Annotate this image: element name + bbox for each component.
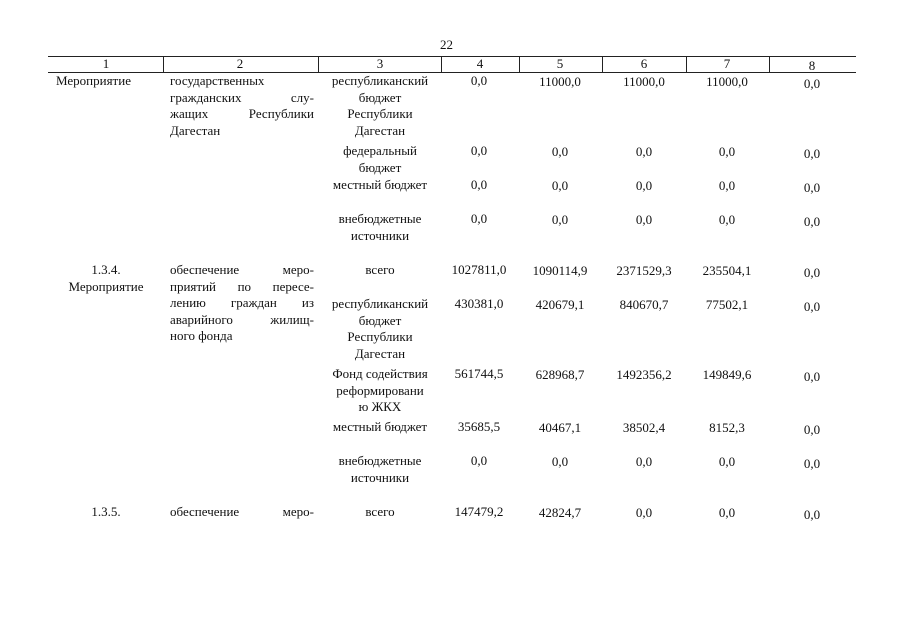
value-cell-col-7: 0,0 bbox=[718, 178, 736, 193]
value-cell-col-7: 8152,3 bbox=[709, 420, 745, 435]
value-cell-col-7: 235504,1 bbox=[702, 263, 752, 278]
value-cell-col-5: 11000,0 bbox=[539, 74, 581, 89]
funding-source: внебюджетные источники bbox=[338, 453, 422, 485]
row-type-label: 1.3.5. bbox=[91, 504, 121, 519]
value-cell-col-5: 0,0 bbox=[551, 144, 569, 159]
value-cell-col-4: 1027811,0 bbox=[451, 262, 507, 277]
column-divider bbox=[318, 56, 319, 73]
funding-source: республиканский бюджет Республики Дагестан bbox=[331, 73, 429, 138]
column-header-7: 7 bbox=[723, 56, 731, 71]
value-cell-col-4: 561744,5 bbox=[454, 366, 504, 381]
value-cell-col-6: 0,0 bbox=[635, 144, 653, 159]
value-cell-col-5: 40467,1 bbox=[538, 420, 582, 435]
value-cell-col-5: 0,0 bbox=[551, 212, 569, 227]
value-cell-col-8: 0,0 bbox=[803, 265, 821, 280]
column-divider bbox=[769, 56, 770, 73]
page-number: 22 bbox=[440, 37, 453, 52]
value-cell-col-6: 840670,7 bbox=[619, 297, 669, 312]
value-cell-col-7: 0,0 bbox=[718, 505, 736, 520]
value-cell-col-6: 2371529,3 bbox=[616, 263, 672, 278]
value-cell-col-5: 628968,7 bbox=[535, 367, 585, 382]
column-header-8: 8 bbox=[808, 58, 816, 73]
column-divider bbox=[163, 56, 164, 73]
value-cell-col-5: 1090114,9 bbox=[532, 263, 588, 278]
value-cell-col-4: 0,0 bbox=[470, 73, 488, 88]
value-cell-col-8: 0,0 bbox=[803, 507, 821, 522]
column-header-4: 4 bbox=[476, 56, 484, 71]
value-cell-col-4: 0,0 bbox=[470, 211, 488, 226]
value-cell-col-5: 0,0 bbox=[551, 178, 569, 193]
row-type-label: 1.3.4. Мероприятие bbox=[68, 262, 144, 294]
column-header-1: 1 bbox=[102, 56, 110, 71]
column-header-6: 6 bbox=[640, 56, 648, 71]
funding-source: всего bbox=[365, 504, 395, 519]
value-cell-col-4: 0,0 bbox=[470, 453, 488, 468]
value-cell-col-7: 0,0 bbox=[718, 144, 736, 159]
value-cell-col-6: 0,0 bbox=[635, 212, 653, 227]
value-cell-col-8: 0,0 bbox=[803, 76, 821, 91]
measure-description: обеспечение меро- bbox=[170, 504, 314, 519]
funding-source: Фонд содействия реформировани ю ЖКХ bbox=[332, 366, 428, 414]
column-divider bbox=[519, 56, 520, 73]
value-cell-col-4: 430381,0 bbox=[454, 296, 504, 311]
value-cell-col-7: 0,0 bbox=[718, 454, 736, 469]
value-cell-col-5: 0,0 bbox=[551, 454, 569, 469]
column-header-3: 3 bbox=[376, 56, 384, 71]
value-cell-col-4: 35685,5 bbox=[457, 419, 501, 434]
value-cell-col-5: 42824,7 bbox=[538, 505, 582, 520]
value-cell-col-8: 0,0 bbox=[803, 422, 821, 437]
column-divider bbox=[602, 56, 603, 73]
value-cell-col-6: 0,0 bbox=[635, 178, 653, 193]
value-cell-col-6: 38502,4 bbox=[622, 420, 666, 435]
row-type-label: Мероприятие bbox=[56, 73, 131, 88]
value-cell-col-4: 0,0 bbox=[470, 143, 488, 158]
value-cell-col-6: 0,0 bbox=[635, 454, 653, 469]
funding-source: республиканский бюджет Республики Дагестан bbox=[331, 296, 429, 361]
value-cell-col-6: 1492356,2 bbox=[616, 367, 672, 382]
value-cell-col-8: 0,0 bbox=[803, 180, 821, 195]
value-cell-col-6: 11000,0 bbox=[623, 74, 665, 89]
value-cell-col-7: 11000,0 bbox=[706, 74, 748, 89]
value-cell-col-5: 420679,1 bbox=[535, 297, 585, 312]
value-cell-col-8: 0,0 bbox=[803, 456, 821, 471]
funding-source: местный бюджет bbox=[332, 419, 428, 434]
funding-source: местный бюджет bbox=[332, 177, 428, 192]
value-cell-col-8: 0,0 bbox=[803, 299, 821, 314]
funding-source: внебюджетные источники bbox=[338, 211, 422, 243]
value-cell-col-7: 77502,1 bbox=[705, 297, 749, 312]
value-cell-col-8: 0,0 bbox=[803, 146, 821, 161]
value-cell-col-4: 147479,2 bbox=[454, 504, 504, 519]
measure-description: обеспечение меро- приятий по пересе- лению граждан из аварийного жилищ- ного фонда bbox=[170, 262, 314, 343]
value-cell-col-7: 0,0 bbox=[718, 212, 736, 227]
value-cell-col-7: 149849,6 bbox=[702, 367, 752, 382]
value-cell-col-8: 0,0 bbox=[803, 369, 821, 384]
funding-source: федеральный бюджет bbox=[343, 143, 417, 175]
measure-description: государственных гражданских слу- жащих Республики Дагестан bbox=[170, 73, 314, 138]
column-header-5: 5 bbox=[556, 56, 564, 71]
value-cell-col-8: 0,0 bbox=[803, 214, 821, 229]
value-cell-col-4: 0,0 bbox=[470, 177, 488, 192]
value-cell-col-6: 0,0 bbox=[635, 505, 653, 520]
column-divider bbox=[686, 56, 687, 73]
column-header-2: 2 bbox=[236, 56, 244, 71]
column-divider bbox=[441, 56, 442, 73]
funding-source: всего bbox=[365, 262, 395, 277]
